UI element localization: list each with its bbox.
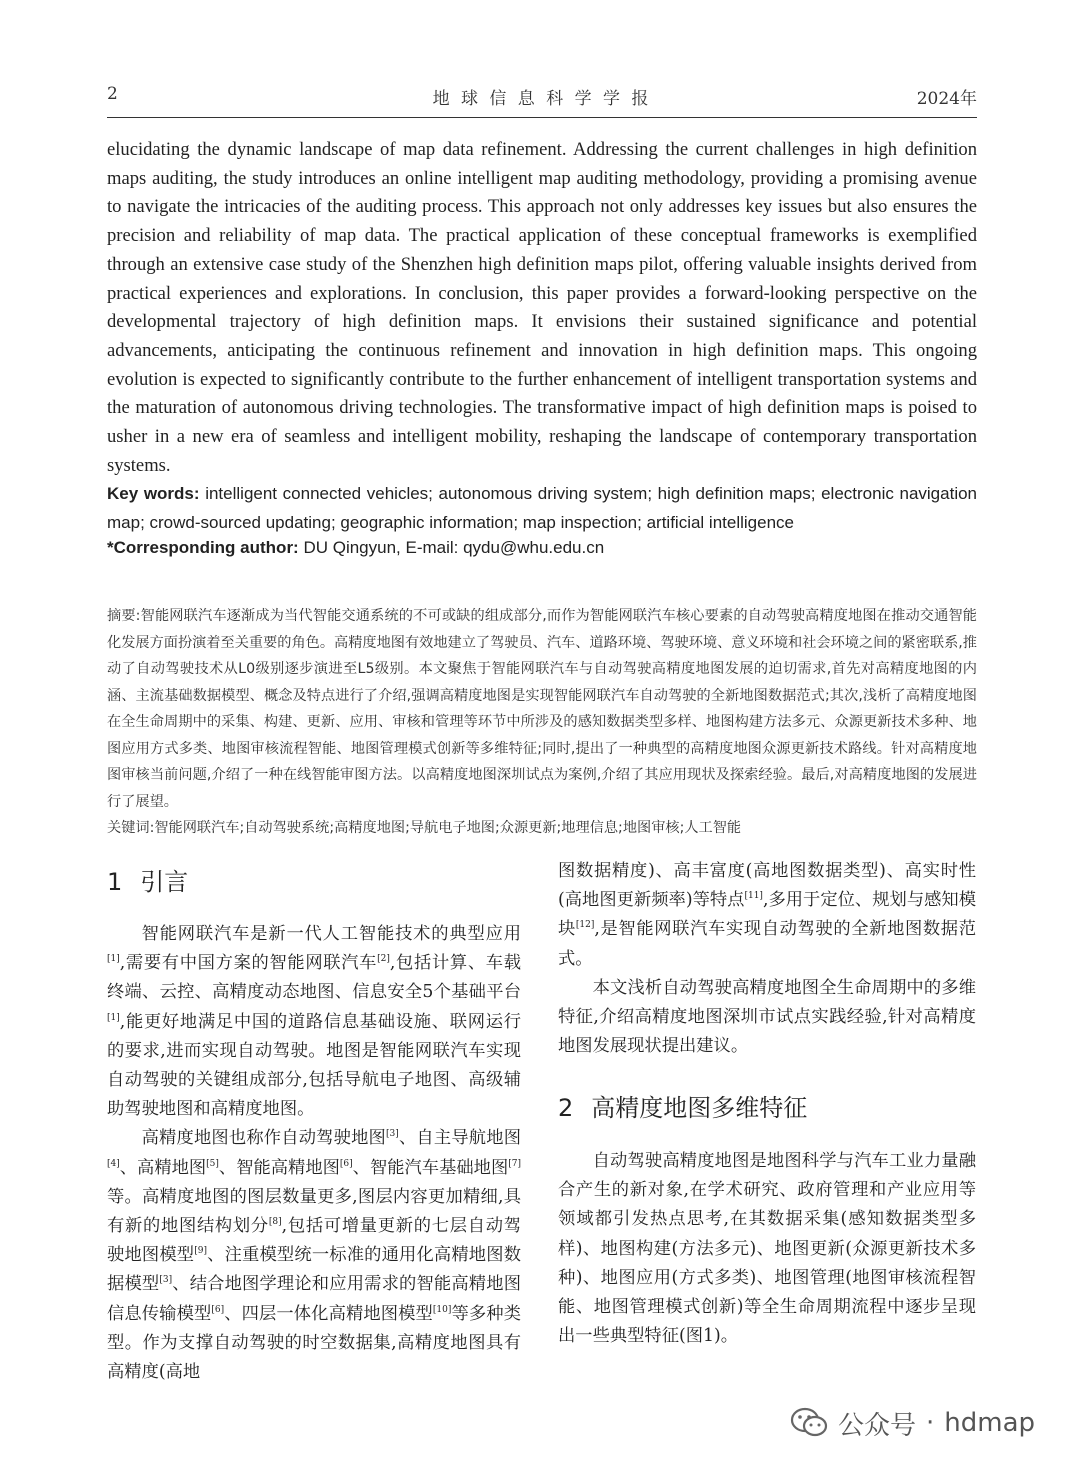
chinese-abstract: 摘要:智能网联汽车逐渐成为当代智能交通系统的不可或缺的组成部分,而作为智能网联汽车核心要素的自动驾驶高精度地图在推动交通智能化发展方面扮演着至关重要的角色。高精度地图有效地建立了驾驶员、汽车、道路环境、驾驶环境、意义环境和社会环境之间的紧密联系,推动了自动驾驶技术从L0级别逐步演进至L5级别。本文聚焦于智能网联汽车与自动驾驶高精度地图发展的迫切需求,首先对高精度地图的内涵、主流基础数据模型、概念及特点进行了介绍,强调高精度地图是实现智能网联汽车自动驾驶的全新地图数据范式;其次,浅析了高精度地图在全生命周期中的采集、构建、更新、应用、审核和管理等环节中所涉及的感知数据类型多样、地图构建方法多元、众源更新技术多种、地图应用方式多类、地图审核流程智能、地图管理模式创新等多维特征;同时,提出了一种典型的高精度地图众源更新技术路线。针对高精度地图审核当前问题,介绍了一种在线智能审图方法。以高精度地图深圳试点为案例,介绍了其应用现状及探索经验。最后,对高精度地图的发展进行了展望。 bbox=[107, 608, 977, 810]
citation: [11] bbox=[744, 891, 763, 902]
citation: [3] bbox=[386, 1129, 399, 1140]
chinese-keywords: 关键词:智能网联汽车;自动驾驶系统;高精度地图;导航电子地图;众源更新;地理信息;地图审核;人工智能 bbox=[107, 820, 742, 836]
section-number: 2 bbox=[558, 1094, 574, 1122]
watermark-prefix: 公众号 bbox=[838, 1410, 917, 1441]
citation: [8] bbox=[268, 1217, 282, 1228]
citation: [6] bbox=[339, 1158, 353, 1169]
watermark-name: hdmap bbox=[944, 1408, 1036, 1438]
wechat-watermark bbox=[790, 1400, 1035, 1446]
chinese-abstract-block bbox=[107, 603, 977, 842]
publication-year: 2024年 bbox=[916, 89, 977, 109]
paragraph: 图数据精度)、高丰富度(高地图数据类型)、高实时性(高地图更新频率)等特点[11],多用于定位、规划与感知模块[12],是智能网联汽车实现自动驾驶的全新地图数据范式。 bbox=[558, 861, 976, 969]
citation: [5] bbox=[206, 1158, 219, 1169]
paragraph: 高精度地图也称作自动驾驶地图[3]、自主导航地图[4]、高精地图[5]、智能高精地图[6]、智能汽车基础地图[7]等。高精度地图的图层数量更多,图层内容更加精细,具有新的地图结构划分[8],包括可增量更新的七层自动驾驶地图模型[9]、注重模型统一标准的通用化高精地图数据模型[3]、结合地图学理论和应用需求的智能高精地图信息传输模型[6]、四层一体化高精地图模型[10]等多种类型。作为支撑自动驾驶的时空数据集,高精度地图具有高精度(高地 bbox=[107, 1128, 521, 1383]
section-number: 1 bbox=[107, 868, 123, 896]
citation: [2] bbox=[377, 954, 390, 965]
english-abstract: elucidating the dynamic landscape of map data refinement. Addressing the current challenges in high definition maps auditing, the study introduces an online intelligent map auditing methodology, providing a promising avenue to navigate the intricacies of the auditing process. This approach not only addresses key issues but also ensures the precision and reliability of map data. The practical application of these conceptual frameworks is exemplified through an extensive case study of the Shenzhen high definition maps pilot, offering valuable insights derived from practical experiences and explorations. In conclusion, this paper provides a forward-looking perspective on the developmental trajectory of high definition maps. It envisions their sustained significance and potential advancements, anticipating the continuous refinement and innovation in high definition maps. This ongoing evolution is expected to significantly contribute to the further enhancement of intelligent transportation systems and the maturation of autonomous driving technologies. The transformative impact of high definition maps is poised to usher in a new era of seamless and intelligent mobility, reshaping the landscape of contemporary transportation systems. bbox=[107, 139, 977, 476]
section-title: 高精度地图多维特征 bbox=[591, 1094, 808, 1122]
section-title: 引言 bbox=[140, 868, 189, 896]
paragraph: 智能网联汽车是新一代人工智能技术的典型应用[1],需要有中国方案的智能网联汽车[2],包括计算、车载终端、云控、高精度动态地图、信息安全5个基础平台[1],能更好地满足中国的道路信息基础设施、联网运行的要求,进而实现自动驾驶。地图是智能网联汽车实现自动驾驶的关键组成部分,包括导航电子地图、高级辅助驾驶地图和高精度地图。 bbox=[107, 924, 521, 1120]
wechat-icon bbox=[790, 1407, 828, 1439]
page-header bbox=[107, 84, 977, 114]
right-column bbox=[558, 857, 976, 1061]
citation: [7] bbox=[508, 1158, 521, 1169]
left-column bbox=[107, 920, 521, 1387]
journal-title: 地 球 信 息 科 学 学 报 bbox=[432, 89, 652, 109]
english-keywords bbox=[107, 479, 977, 537]
citation: [1] bbox=[107, 1012, 120, 1023]
section-2-body bbox=[558, 1147, 976, 1351]
citation: [12] bbox=[575, 920, 595, 931]
citation: [1] bbox=[107, 954, 120, 965]
keywords-label: Key words: bbox=[107, 484, 200, 503]
citation: [4] bbox=[107, 1158, 120, 1169]
section-2-heading bbox=[558, 1088, 807, 1123]
corresponding-author bbox=[107, 538, 977, 558]
page-number: 2 bbox=[107, 84, 118, 104]
corresponding-author-label: *Corresponding author: bbox=[107, 538, 299, 557]
corresponding-author-text: DU Qingyun, E-mail: qydu@whu.edu.cn bbox=[298, 538, 605, 557]
citation: [9] bbox=[194, 1246, 207, 1257]
section-1-heading bbox=[107, 862, 188, 897]
paragraph: 自动驾驶高精度地图是地图科学与汽车工业力量融合产生的新对象,在学术研究、政府管理和产业应用等领域都引发热点思考,在其数据采集(感知数据类型多样)、地图构建(方法多元)、地图更新(众源更新技术多种)、地图应用(方式多类)、地图管理(地图审核流程智能、地图管理模式创新)等全生命周期流程中逐步呈现出一些典型特征(图1)。 bbox=[558, 1151, 976, 1347]
citation: [10] bbox=[432, 1304, 452, 1315]
watermark-separator: · bbox=[926, 1408, 935, 1438]
citation: [6] bbox=[211, 1304, 225, 1315]
citation: [3] bbox=[159, 1275, 173, 1286]
keywords-text: intelligent connected vehicles; autonomous driving system; high definition maps; electronic navigation map; crowd-sourced updating; geographic information; map inspection; artificial intelligence bbox=[107, 484, 977, 532]
header-rule bbox=[107, 117, 977, 118]
paragraph: 本文浅析自动驾驶高精度地图全生命周期中的多维特征,介绍高精度地图深圳市试点实践经验,针对高精度地图发展现状提出建议。 bbox=[558, 977, 976, 1057]
